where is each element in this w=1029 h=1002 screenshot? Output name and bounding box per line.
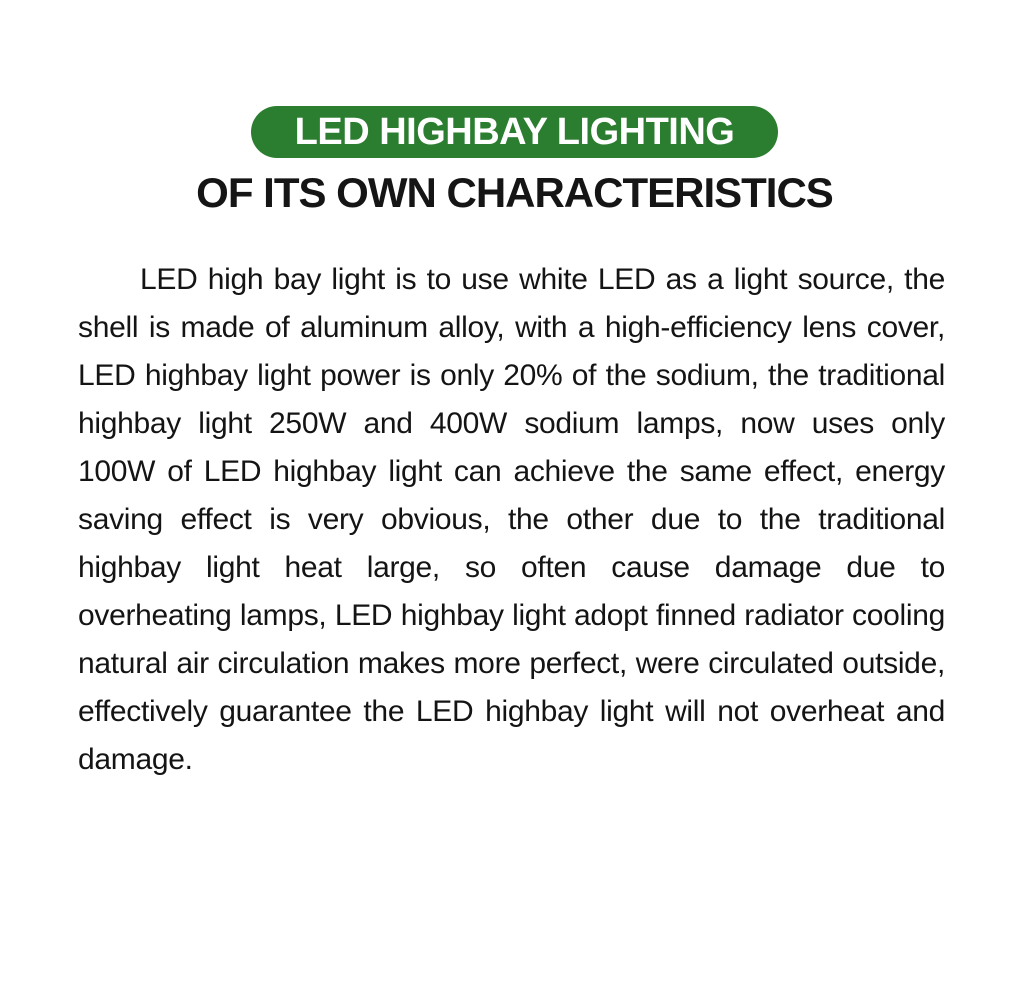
section-header [0, 106, 1029, 216]
description-paragraph: LED high bay light is to use white LED as a light source, the shell is made of aluminum alloy, with a high-efficiency lens cover, LED highbay light power is only 20% of the sodium, the traditional highbay light 250W and 400W sodium lamps, now uses only 100W of LED highbay light can achieve the same effect, energy saving effect is very obvious, the other due to the traditional highbay light heat large, so often cause damage due to overheating lamps, LED highbay light adopt finned radiator cooling natural air circulation makes more perfect, were circulated outside, effectively guarantee the LED highbay light will not overheat and damage. [78, 263, 945, 776]
section-subtitle: OF ITS OWN CHARACTERISTICS [196, 169, 833, 216]
headline-badge: LED HIGHBAY LIGHTING [251, 106, 779, 158]
